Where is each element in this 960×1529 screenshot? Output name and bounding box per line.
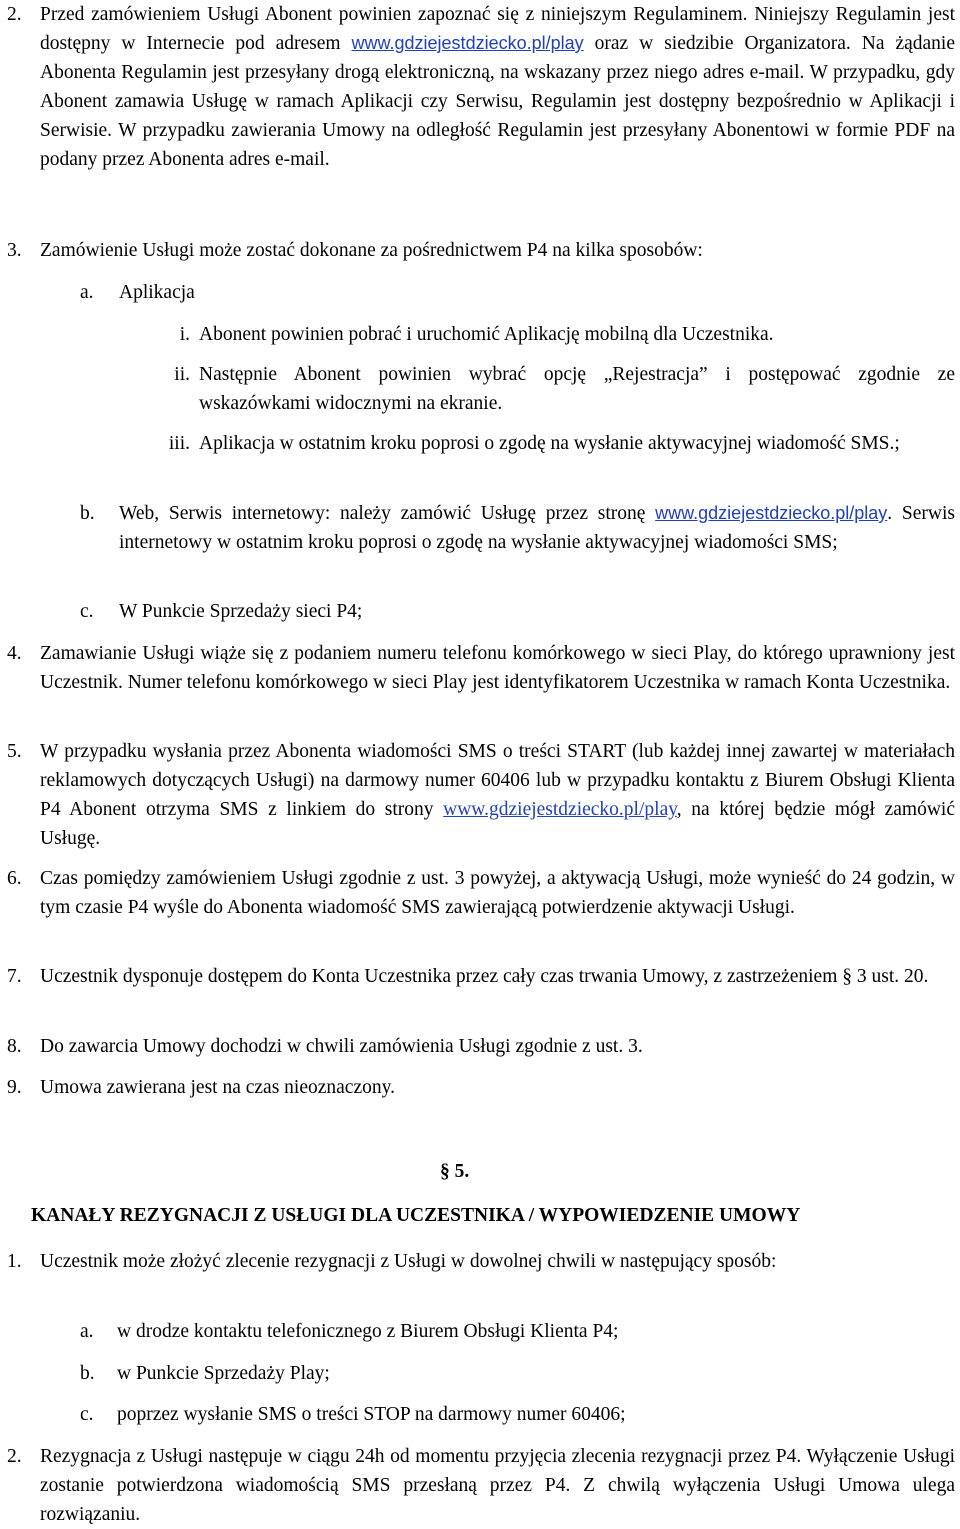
step-text: Abonent powinien pobrać i uruchomić Aplikację mobilną dla Uczestnika. (199, 324, 774, 345)
sub-label: b. (80, 503, 95, 524)
item-number: 8. (7, 1036, 22, 1057)
item-text: Do zawarcia Umowy dochodzi w chwili zamówienia Usługi zgodnie z ust. 3. (40, 1036, 643, 1057)
item-number: 1. (7, 1251, 22, 1272)
list-item-2 (0, 0, 960, 174)
step-label: i. (179, 324, 190, 345)
step-i (0, 320, 960, 349)
item-number: 6. (7, 868, 22, 889)
item-number: 7. (7, 966, 22, 987)
item-text: Zamawianie Usługi wiąże się z podaniem numeru telefonu komórkowego w sieci Play, do którego uprawniony jest Uczestnik. Numer telefonu komórkowego w sieci Play jest identyfikatorem Uczestnika w ramach Konta Uczestnika. (40, 643, 955, 693)
sub-label: c. (80, 1404, 94, 1425)
item-text-part2: , na której będzie mógł zamówić Usługę. (40, 799, 955, 849)
item-number: 4. (7, 643, 22, 664)
item-number: 2. (7, 4, 22, 25)
step-text: Aplikacja w ostatnim kroku poprosi o zgodę na wysłanie aktywacyjnej wiadomość SMS.; (199, 433, 900, 454)
list-item-7 (0, 962, 960, 991)
list-item-4 (0, 639, 960, 697)
sub-label: c. (80, 601, 94, 622)
item-text: Rezygnacja z Usługi następuje w ciągu 24h od momentu przyjęcia zlecenia rezygnacji przez P4. Wyłączenie Usługi zostanie potwierdzona wiadomością SMS przesłaną przez P4. Z chwilą wyłączenia Usługi Umowa ulega rozwiązaniu. (40, 1446, 955, 1525)
step-ii (0, 360, 960, 418)
item-text-part1: Przed zamówieniem Usługi Abonent powinien zapoznać się z niniejszym Regulaminem. Niniejszy Regulamin jest dostępny w Internecie pod adresem (40, 4, 955, 54)
sub-text: poprzez wysłanie SMS o treści STOP na darmowy numer 60406; (117, 1404, 626, 1425)
list-item-9 (0, 1073, 960, 1102)
section-sub-a (0, 1317, 960, 1346)
item-text: Uczestnik może złożyć zlecenie rezygnacji z Usługi w dowolnej chwili w następujący sposób: (40, 1251, 777, 1272)
section-title: KANAŁY REZYGNACJI Z USŁUGI DLA UCZESTNIKA / WYPOWIEDZENIE UMOWY (31, 1205, 801, 1226)
sub-text: w Punkcie Sprzedaży Play; (117, 1363, 330, 1384)
item-number: 3. (7, 240, 22, 261)
sub-item-a (0, 278, 960, 307)
sub-text: Aplikacja (119, 282, 195, 303)
item-number: 5. (7, 741, 22, 762)
item-text: Czas pomiędzy zamówieniem Usługi zgodnie z ust. 3 powyżej, a aktywacją Usługi, może wynieść do 24 godzin, w tym czasie P4 wyśle do Abonenta wiadomość SMS zawierającą potwierdzenie aktywacji Usługi. (40, 868, 955, 918)
item-number: 9. (7, 1077, 22, 1098)
list-item-3 (0, 236, 960, 265)
strona-link[interactable]: www.gdziejestdziecko.pl/play (443, 799, 677, 820)
item-number: 2. (7, 1446, 22, 1467)
item-text: Umowa zawierana jest na czas nieoznaczony. (40, 1077, 395, 1098)
regulamin-link[interactable]: www.gdziejestdziecko.pl/play (351, 33, 584, 53)
sub-text: w drodze kontaktu telefonicznego z Biurem Obsługi Klienta P4; (117, 1321, 619, 1342)
section-item-1 (0, 1247, 960, 1276)
sub-label: a. (80, 1321, 94, 1342)
section-sub-c (0, 1400, 960, 1429)
item-text-part2: oraz w siedzibie Organizatora. Na żądanie Abonenta Regulamin jest przesyłany drogą elektroniczną, na wskazany przez niego adres e-mail. W przypadku, gdy Abonent zamawia Usługę w ramach Aplikacji czy Serwisu, Regulamin jest dostępny bezpośrednio w Aplikacji i Serwisie. W przypadku zawierania Umowy na odległość Regulamin jest przesyłany Abonentowi w formie PDF na podany przez Abonenta adres e-mail. (40, 33, 955, 170)
step-iii (0, 429, 960, 458)
item-text: Uczestnik dysponuje dostępem do Konta Uczestnika przez cały czas trwania Umowy, z zastrzeżeniem § 3 ust. 20. (40, 966, 929, 987)
step-label: iii. (168, 433, 190, 454)
section-number: § 5. (440, 1161, 470, 1182)
sub-item-c (0, 597, 960, 626)
sub-item-b (0, 499, 960, 557)
section-item-2 (0, 1442, 960, 1529)
sub-text: W Punkcie Sprzedaży sieci P4; (119, 601, 363, 622)
list-item-6 (0, 864, 960, 922)
serwis-link[interactable]: www.gdziejestdziecko.pl/play (655, 503, 888, 523)
list-item-8 (0, 1032, 960, 1061)
sub-text-part2: . Serwis internetowy w ostatnim kroku poprosi o zgodę na wysłanie aktywacyjnej wiadomości SMS; (119, 503, 955, 553)
item-text: Zamówienie Usługi może zostać dokonane za pośrednictwem P4 na kilka sposobów: (40, 240, 703, 261)
sub-text-part1: Web, Serwis internetowy: należy zamówić Usługę przez stronę (119, 503, 656, 524)
section-sub-b (0, 1359, 960, 1388)
step-text: Następnie Abonent powinien wybrać opcję „Rejestracja” i postępować zgodnie ze wskazówkami widocznymi na ekranie. (199, 364, 955, 414)
sub-label: b. (80, 1363, 95, 1384)
sub-label: a. (80, 282, 94, 303)
item-text-part1: W przypadku wysłania przez Abonenta wiadomości SMS o treści START (lub każdej innej zawartej w materiałach reklamowych dotyczących Usługi) na darmowy numer 60406 lub w przypadku kontaktu z Biurem Obsługi Klienta P4 Abonent otrzyma SMS z linkiem do strony (40, 741, 955, 820)
list-item-5 (0, 737, 960, 853)
step-label: ii. (174, 364, 190, 385)
